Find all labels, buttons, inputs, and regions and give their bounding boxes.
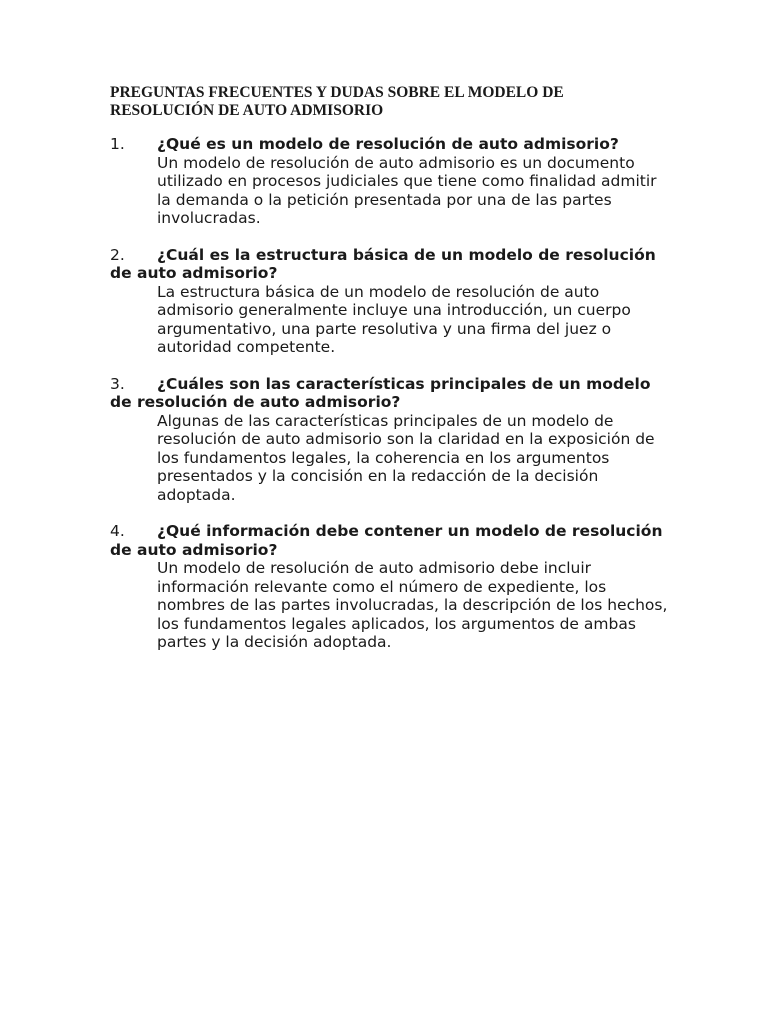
document-page bbox=[110, 84, 670, 670]
faq-item bbox=[110, 375, 670, 505]
faq-item bbox=[110, 135, 670, 228]
faq-question bbox=[110, 246, 670, 283]
faq-question bbox=[110, 135, 670, 154]
faq-number: 1. bbox=[110, 135, 125, 153]
faq-question-text: ¿Cuáles son las características principales de un modelo de resolución de auto admisorio? bbox=[110, 374, 651, 411]
faq-answer: La estructura básica de un modelo de resolución de auto admisorio generalmente incluye una introducción, un cuerpo argumentativo, una parte resolutiva y una firma del juez o autoridad competente. bbox=[157, 282, 631, 356]
faq-question-text: ¿Cuál es la estructura básica de un modelo de resolución de auto admisorio? bbox=[110, 245, 656, 282]
faq-number: 3. bbox=[110, 374, 125, 393]
document-title-line-1: PREGUNTAS FRECUENTES Y DUDAS SOBRE EL MODELO DE bbox=[110, 84, 564, 101]
faq-item bbox=[110, 522, 670, 652]
faq-item bbox=[110, 246, 670, 357]
faq-answer: Un modelo de resolución de auto admisorio debe incluir información relevante como el número de expediente, los nombres de las partes involucradas, la descripción de los hechos, los fundamentos legales aplicados, los argumentos de ambas partes y la decisión adoptada. bbox=[157, 559, 668, 651]
faq-number: 2. bbox=[110, 245, 125, 264]
document-title bbox=[110, 84, 670, 120]
faq-number: 4. bbox=[110, 522, 125, 540]
document-title-line-2: RESOLUCIÓN DE AUTO ADMISORIO bbox=[110, 102, 384, 119]
faq-answer: Algunas de las características principales de un modelo de resolución de auto admisorio son la claridad en la exposición de los fundamentos legales, la coherencia en los argumentos presentados y la concisión en la redacción de la decisión adoptada. bbox=[157, 411, 655, 504]
faq-question-text: ¿Qué es un modelo de resolución de auto admisorio? bbox=[157, 135, 619, 153]
faq-question bbox=[110, 522, 670, 559]
faq-answer: Un modelo de resolución de auto admisorio es un documento utilizado en procesos judiciales que tiene como finalidad admitir la demanda o la petición presentada por una de las partes involucradas. bbox=[157, 153, 657, 227]
faq-question-text: ¿Qué información debe contener un modelo de resolución de auto admisorio? bbox=[110, 522, 663, 559]
faq-question bbox=[110, 375, 670, 412]
